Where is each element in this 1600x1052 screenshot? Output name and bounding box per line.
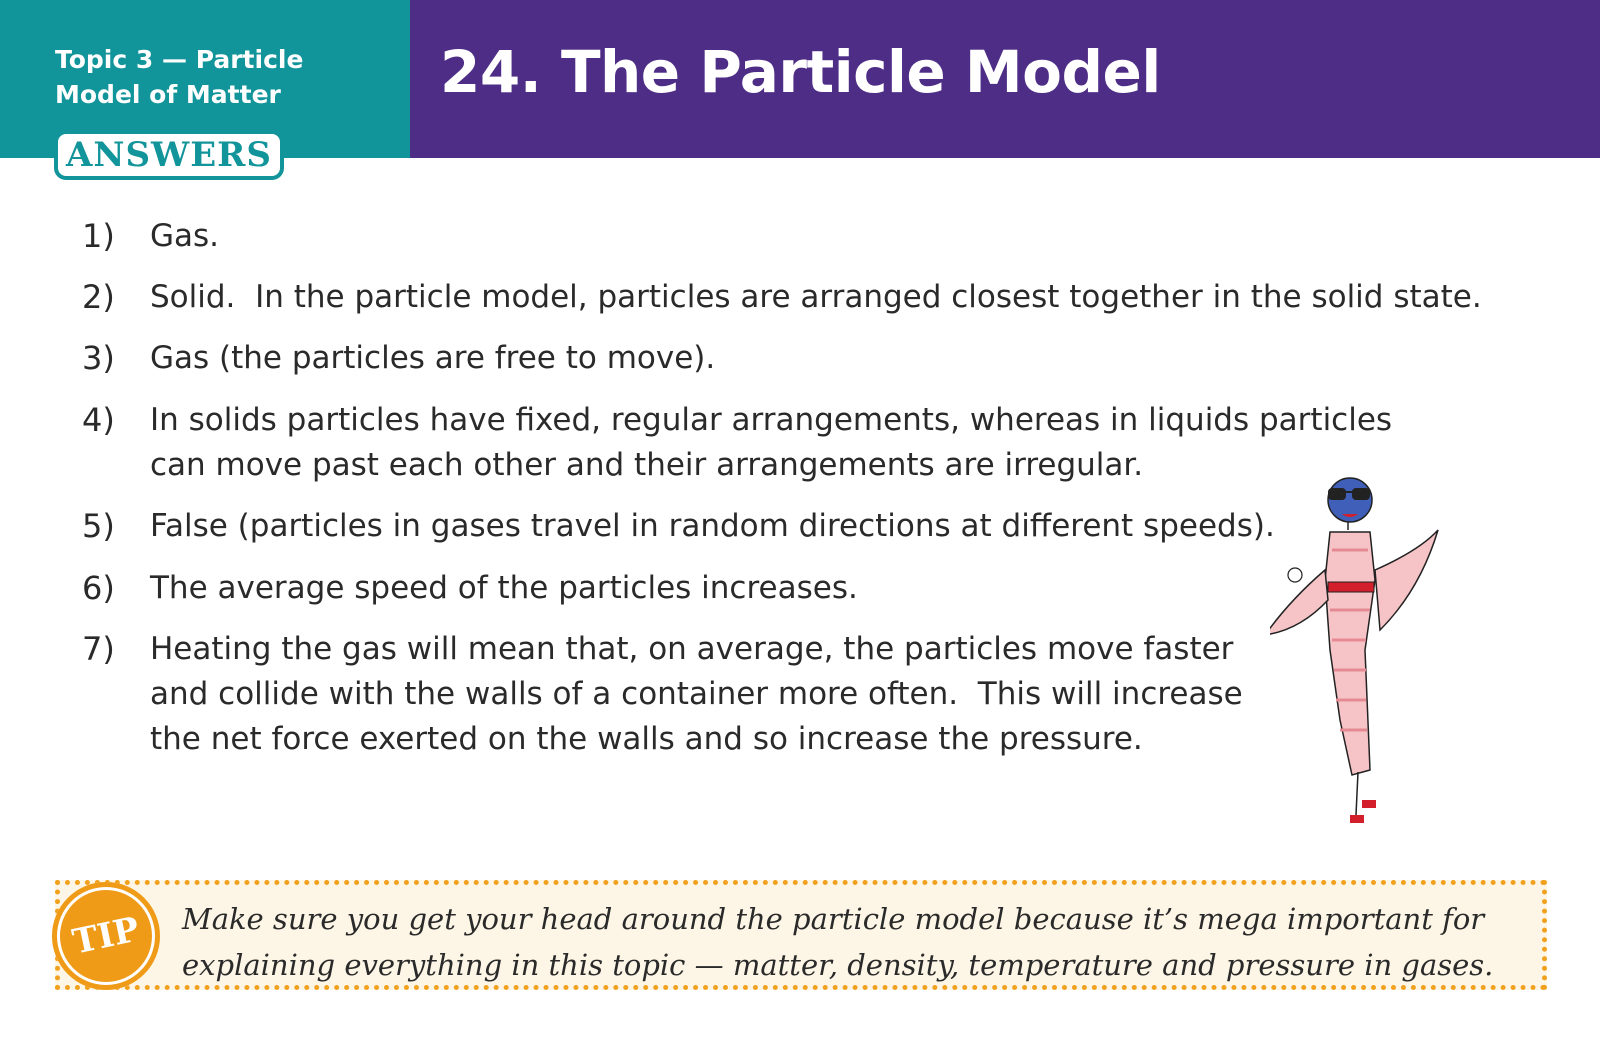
answer-number: 5) (82, 507, 115, 545)
answer-text-line-1: Heating the gas will mean that, on average, the particles move faster (150, 631, 1234, 667)
tip-line-2: explaining everything in this topic — matter, density, temperature and pressure in gases. (182, 948, 1494, 982)
answer-text-line-2: and collide with the walls of a container more often. This will increase (150, 676, 1243, 712)
tip-text (182, 896, 1522, 988)
fashion-model-illustration-icon (1270, 470, 1470, 850)
tip-label: TIP (69, 909, 143, 963)
answer-number: 1) (82, 217, 115, 255)
answer-text: Gas (the particles are free to move). (150, 340, 716, 376)
topic-line-2: Model of Matter (55, 80, 281, 109)
answer-text-line-1: In solids particles have fixed, regular arrangements, whereas in liquids particles (150, 402, 1393, 438)
answer-number: 6) (82, 569, 115, 607)
answer-text: The average speed of the particles increases. (150, 570, 858, 606)
answer-text: Solid. In the particle model, particles are arranged closest together in the solid state. (150, 279, 1482, 315)
answer-number: 7) (82, 630, 115, 668)
page-title: 24. The Particle Model (440, 38, 1161, 106)
answer-text-line-3: the net force exerted on the walls and so increase the pressure. (150, 721, 1143, 757)
answers-badge: ANSWERS (54, 130, 284, 180)
answer-text: False (particles in gases travel in random directions at different speeds). (150, 508, 1275, 544)
answer-number: 3) (82, 339, 115, 377)
answer-text-line-2: can move past each other and their arrangements are irregular. (150, 447, 1144, 483)
answer-number: 2) (82, 278, 115, 316)
tip-line-1: Make sure you get your head around the particle model because it’s mega important for (182, 902, 1485, 936)
answer-text: Gas. (150, 218, 220, 254)
tip-badge (52, 882, 160, 990)
topic-line-1: Topic 3 — Particle (55, 45, 304, 74)
answer-number: 4) (82, 401, 115, 439)
